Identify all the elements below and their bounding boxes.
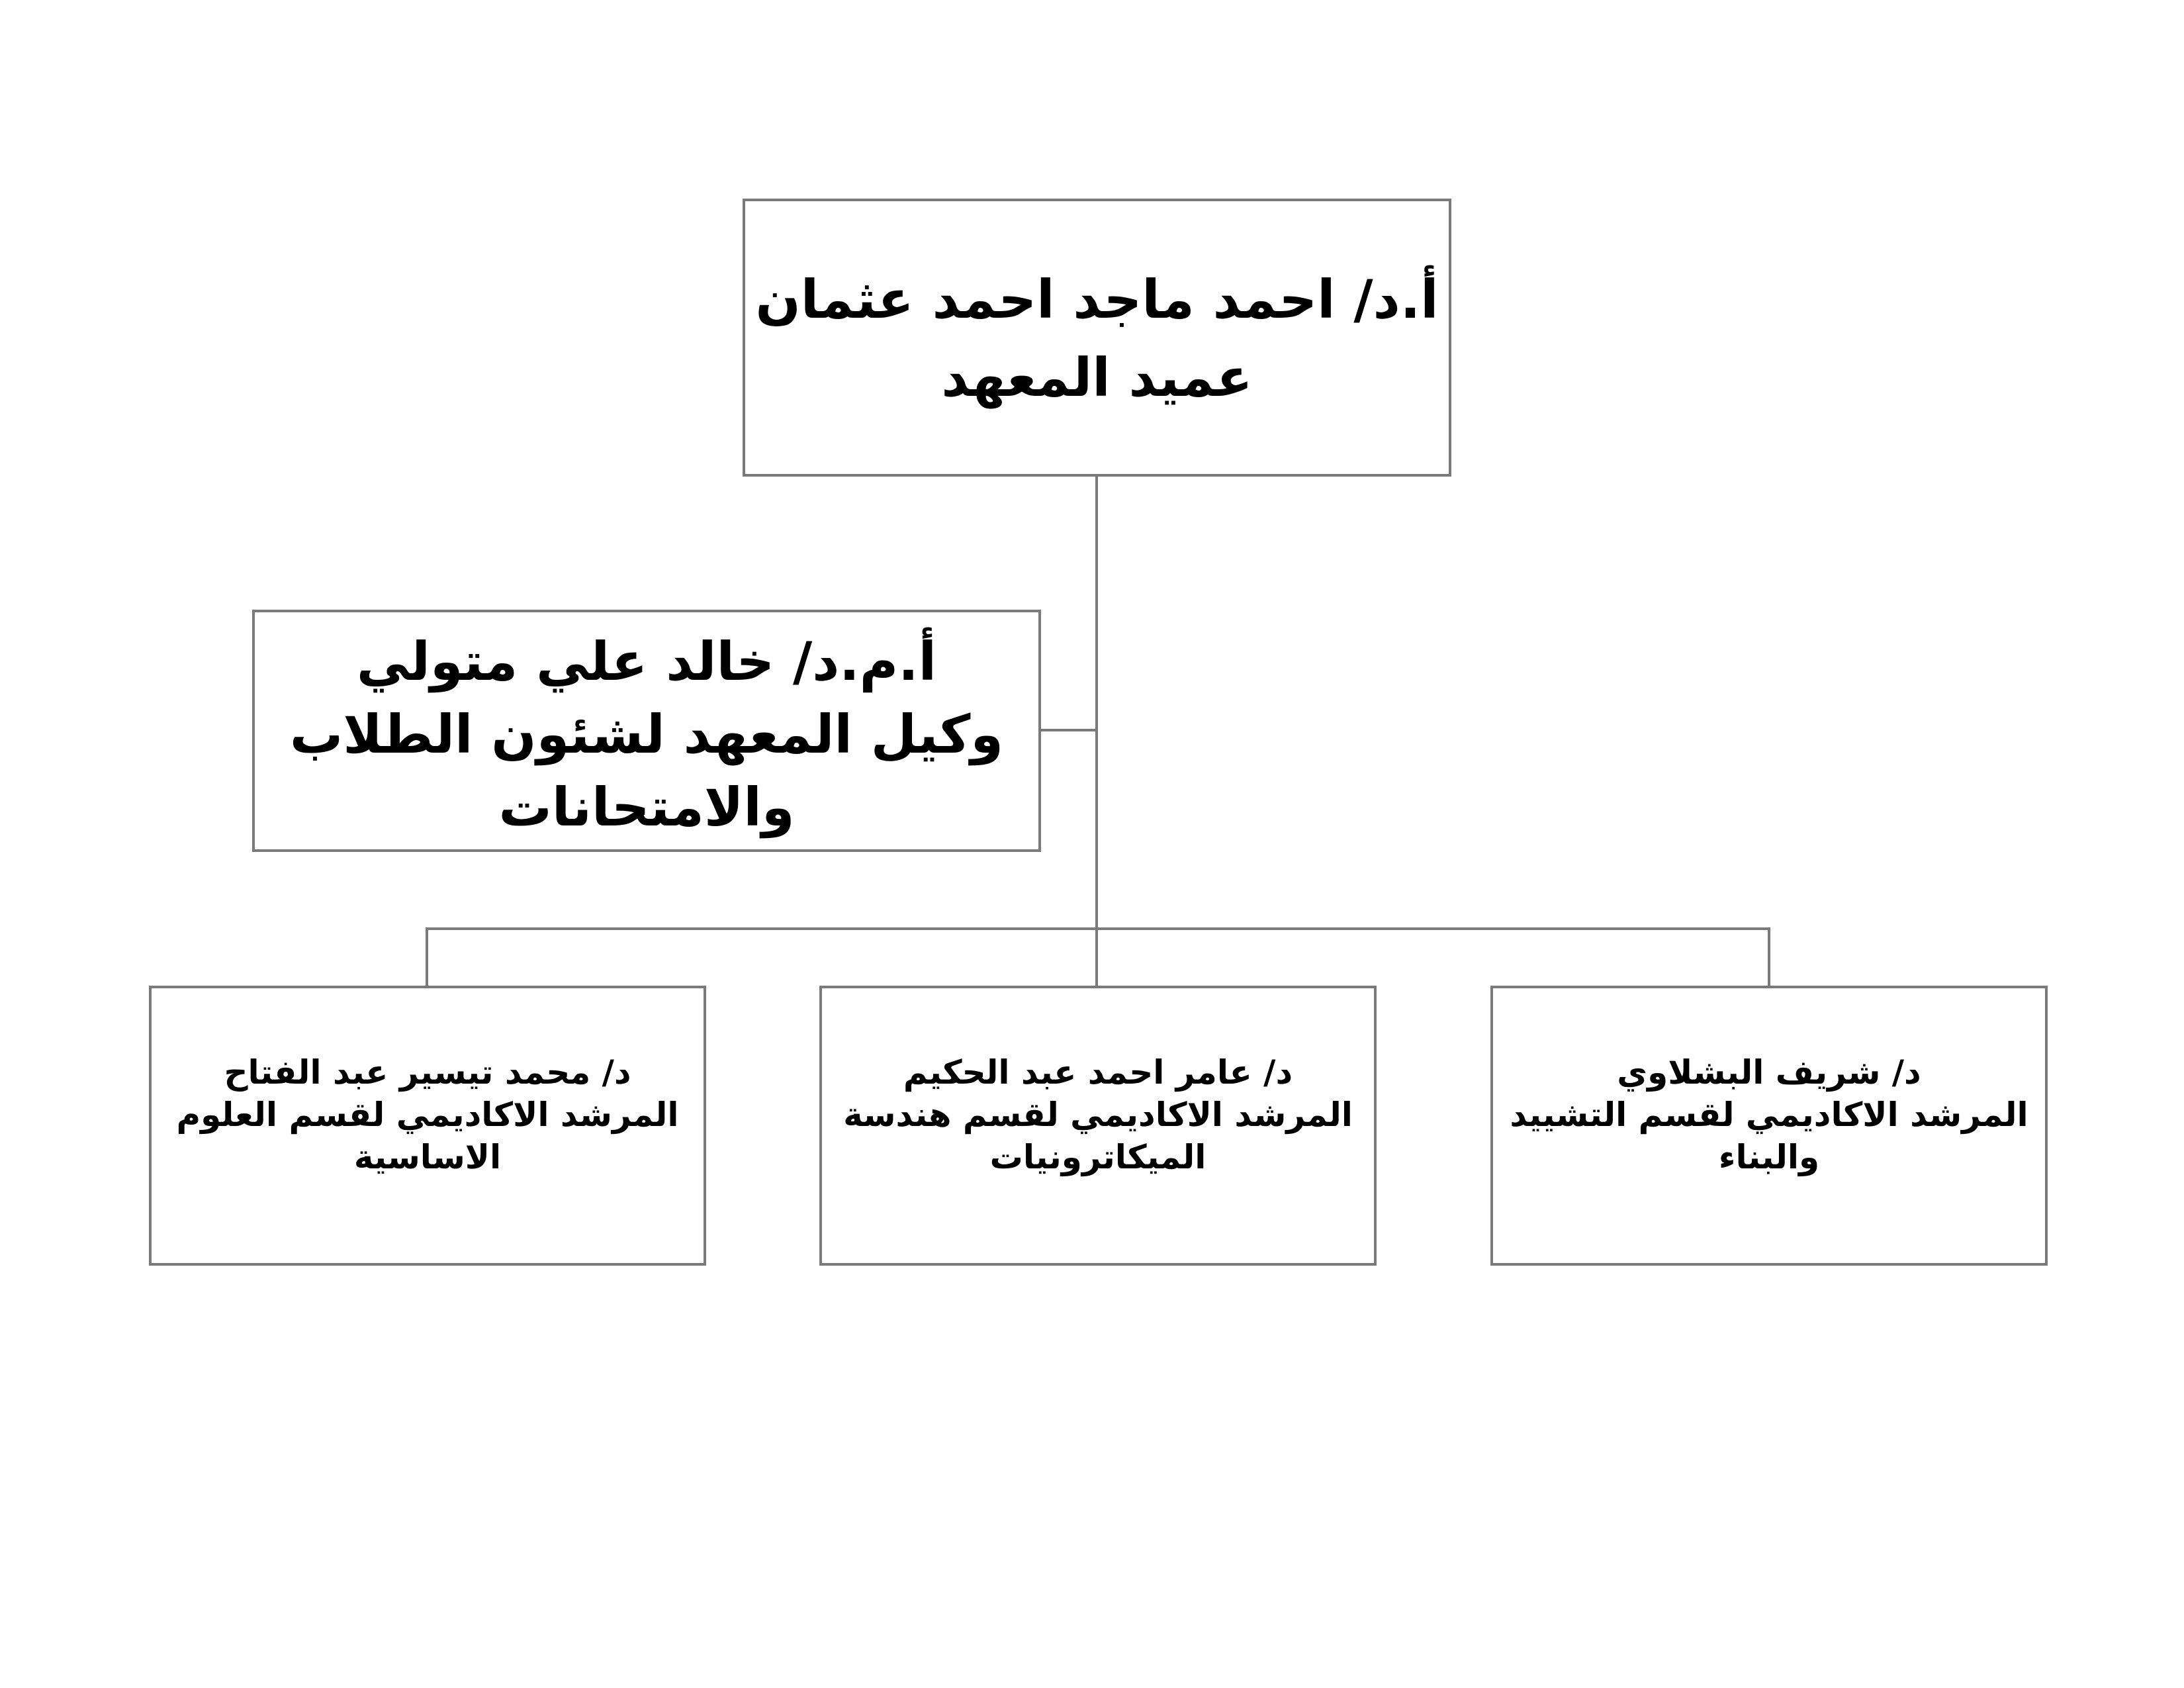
advisor-box-mechatronics [819, 986, 1377, 1266]
advisor-name: د/ شريف البشلاوي [1617, 1053, 1921, 1092]
advisor-name: د/ عامر احمد عبد الحكيم [903, 1053, 1293, 1092]
advisor-role-line2: الاساسية [353, 1138, 502, 1176]
advisor-role-line1: المرشد الاكاديمي لقسم التشييد [1510, 1096, 2028, 1134]
advisor-name: د/ محمد تيسير عبد الفتاح [224, 1053, 631, 1092]
advisor-box-construction [1490, 986, 2048, 1266]
advisor-role-line1: المرشد الاكاديمي لقسم هندسة [843, 1096, 1353, 1134]
dean-box [743, 199, 1451, 477]
vice-dean-title-line2: والامتحانات [498, 776, 795, 838]
advisor-role-line2: الميكاترونيات [989, 1138, 1206, 1176]
advisor-box-basic-sciences [149, 986, 706, 1266]
dean-title: عميد المعهد [941, 347, 1253, 408]
advisor-role-line1: المرشد الاكاديمي لقسم العلوم [176, 1096, 679, 1134]
advisor-role-line2: والبناء [1718, 1138, 1820, 1176]
vice-dean-title-line1: وكيل المعهد لشئون الطلاب [289, 704, 1004, 765]
vice-dean-name: أ.م.د/ خالد علي متولي [356, 631, 937, 692]
vice-dean-box [252, 610, 1041, 852]
dean-name: أ.د/ احمد ماجد احمد عثمان [755, 269, 1439, 330]
